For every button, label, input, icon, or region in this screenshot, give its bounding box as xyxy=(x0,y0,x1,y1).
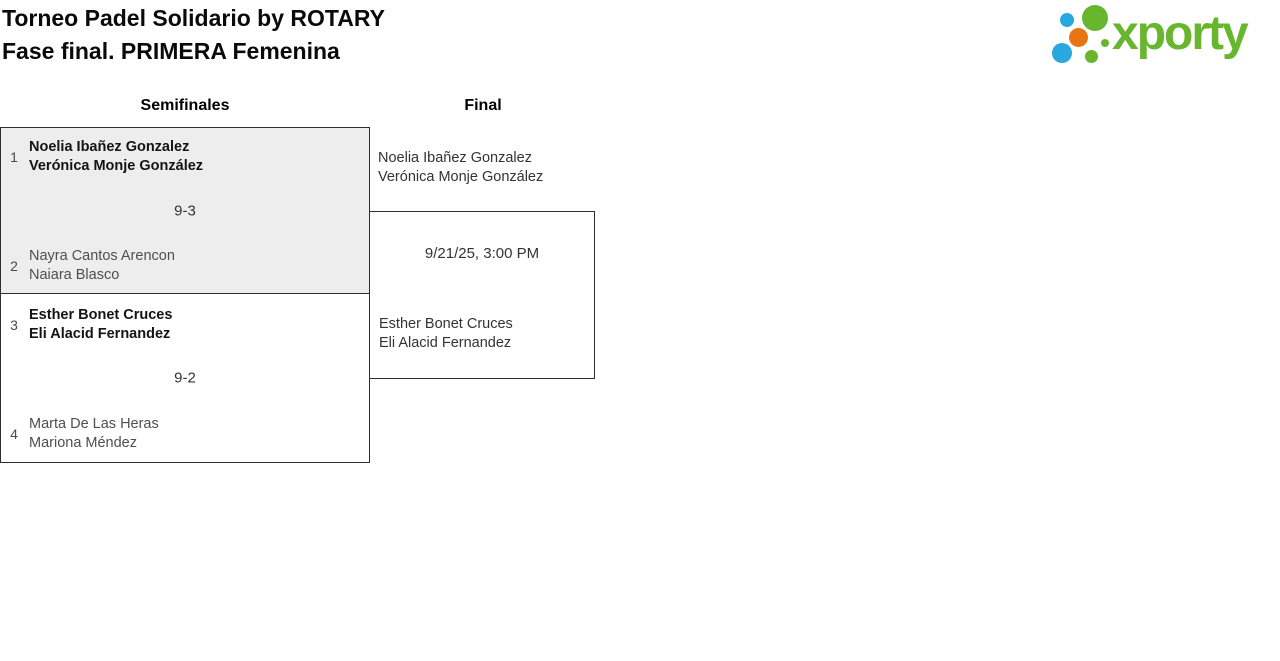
team-players xyxy=(29,138,203,176)
player-name: Verónica Monje González xyxy=(378,169,544,185)
player-name: Marta De Las Heras xyxy=(29,416,159,432)
page-title-line2: Fase final. PRIMERA Femenina xyxy=(2,38,340,64)
player-name: Eli Alacid Fernandez xyxy=(379,335,512,351)
match-score: 9-3 xyxy=(174,202,196,219)
team-row[interactable] xyxy=(1,247,369,285)
team-row[interactable] xyxy=(1,415,369,453)
logo-dot-green-tiny-icon xyxy=(1101,39,1109,47)
final-schedule: 9/21/25, 3:00 PM xyxy=(424,245,540,262)
match-semifinal-1[interactable] xyxy=(0,127,370,294)
round-header-final: Final xyxy=(464,97,502,114)
page-title xyxy=(2,2,385,68)
team-seed: 1 xyxy=(10,149,18,165)
team-seed: 2 xyxy=(10,258,18,274)
round-header-semifinales: Semifinales xyxy=(140,97,230,114)
final-team-2 xyxy=(379,315,513,353)
logo-dot-blue-small-icon xyxy=(1060,13,1074,27)
team-row[interactable] xyxy=(1,306,369,344)
team-players xyxy=(29,306,172,344)
player-name: Eli Alacid Fernandez xyxy=(29,326,171,342)
player-name: Esther Bonet Cruces xyxy=(379,316,513,332)
logo-wordmark: xporty xyxy=(1112,7,1247,60)
logo-dot-green-small-icon xyxy=(1085,50,1098,63)
player-name: Mariona Méndez xyxy=(29,435,137,451)
player-name: Naiara Blasco xyxy=(29,267,120,283)
player-name: Noelia Ibañez Gonzalez xyxy=(29,139,190,155)
final-team-1 xyxy=(378,149,543,187)
team-seed: 4 xyxy=(10,426,18,442)
player-name: Noelia Ibañez Gonzalez xyxy=(378,150,532,166)
team-row[interactable] xyxy=(1,138,369,176)
match-semifinal-2[interactable] xyxy=(0,293,370,463)
team-players xyxy=(29,415,159,453)
player-name: Esther Bonet Cruces xyxy=(29,307,173,323)
logo-dot-green-big-icon xyxy=(1082,5,1108,31)
team-seed: 3 xyxy=(10,317,18,333)
logo-dot-blue-big-icon xyxy=(1052,43,1072,63)
page-title-line1: Torneo Padel Solidario by ROTARY xyxy=(2,5,385,31)
logo-dot-orange-icon xyxy=(1069,28,1088,47)
team-players xyxy=(29,247,175,285)
player-name: Nayra Cantos Arencon xyxy=(29,248,175,264)
player-name: Verónica Monje González xyxy=(29,158,204,174)
match-score: 9-2 xyxy=(174,369,196,387)
match-final[interactable] xyxy=(369,211,595,379)
